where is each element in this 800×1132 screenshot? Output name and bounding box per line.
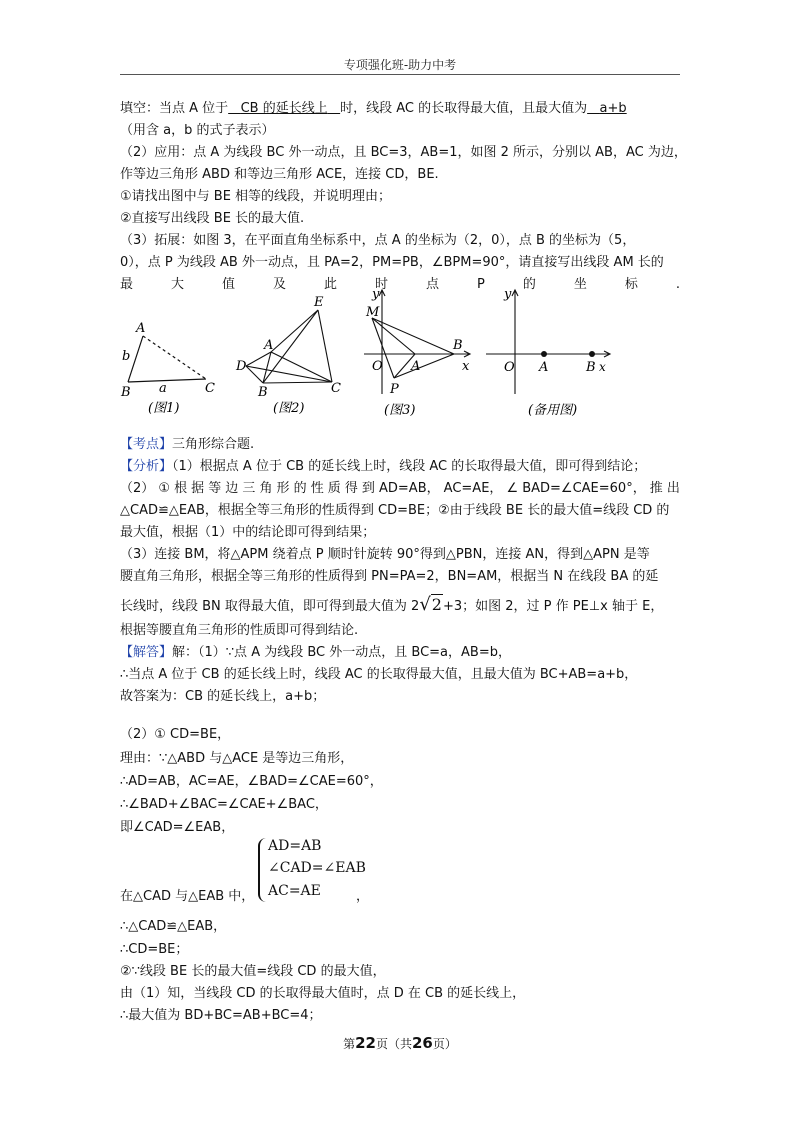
jieda-tag: 【解答】 <box>120 645 173 660</box>
part2-line-11: ∴最大值为 BD+BC=AB+BC=4； <box>120 1008 322 1023</box>
page-header-title: 专项强化班-助力中考 <box>343 58 457 72</box>
figure-1 <box>120 321 215 416</box>
q2-line-1: （2）应用：点 A 为线段 BC 外一动点，且 BC=3，AB=1，如图 2 所示，分别以 AB，AC 为边， <box>120 145 687 160</box>
total-page-number: 26 <box>412 1034 433 1052</box>
figure-2-labels <box>235 295 341 416</box>
fig4-point-A <box>541 351 547 357</box>
equation-system-brace <box>258 838 268 902</box>
fill-answer-2: a+b <box>599 101 627 116</box>
fig4-label-O: O <box>504 360 515 375</box>
part2-line-3: ∴AD=AB，AC=AE，∠BAD=∠CAE=60°， <box>120 774 383 789</box>
kaodian-tag: 【考点】 <box>120 437 173 452</box>
figure-2 <box>246 310 332 383</box>
figure-3-labels <box>365 287 470 418</box>
figures-panel <box>118 282 618 422</box>
fig1-label-C: C <box>205 381 215 396</box>
fig2-caption: (图2) <box>273 401 305 416</box>
fenxi-line-7: 长线时，线段 BN 取得最大值，即可得到最大值为 2√2+3；如图 2，过 P 作 PE⊥x 轴于 E， <box>120 594 664 615</box>
fig4-label-A: A <box>539 360 549 375</box>
fig2-label-D: D <box>236 359 247 374</box>
fig3-label-M: M <box>366 305 380 320</box>
part2-line-10: 由（1）知，当线段 CD 的长取得最大值时，点 D 在 CB 的延长线上， <box>120 986 526 1001</box>
fig1-label-A: A <box>136 321 146 336</box>
system-eq-2: ∠CAD=∠EAB <box>268 860 366 876</box>
fig4-label-B: B <box>586 360 596 375</box>
q3-line-2: 0），点 P 为线段 AB 外一动点，且 PA=2，PM=PB，∠BPM=90°，请直接写出线段 AM 长的 <box>120 255 664 270</box>
system-eq-1: AD=AB <box>268 838 322 854</box>
fill-note: （用含 a，b 的式子表示） <box>120 123 275 138</box>
part2-comma: ， <box>356 889 370 904</box>
part2-line-2: 理由：∵△ABD 与△ACE 是等边三角形， <box>120 751 354 766</box>
part2-line-9: ②∵线段 BE 长的最大值=线段 CD 的最大值， <box>120 964 386 979</box>
fig3-label-x: x <box>462 359 470 374</box>
fenxi-line-5: （3）连接 BM，将△APM 绕着点 P 顺时针旋转 90°得到△PBN，连接 AN，得到△APN 是等 <box>120 547 650 562</box>
q2-line-2: 作等边三角形 ABD 和等边三角形 ACE，连接 CD，BE. <box>120 167 439 182</box>
fig3-label-P: P <box>390 382 399 397</box>
fill-blank-line <box>120 100 627 118</box>
fig1-label-b: b <box>122 349 131 364</box>
fig4-label-y: y <box>504 287 512 302</box>
fill-prefix: 填空：当点 A 位于 <box>120 101 229 116</box>
fig2-label-B: B <box>258 385 268 400</box>
q2-sub-2: ②直接写出线段 BE 长的最大值. <box>120 211 305 226</box>
q3-line-3: 最 大 值 及 此 时 点 P 的 坐 标 . <box>120 277 680 292</box>
q2-sub-1: ①请找出图中与 BE 相等的线段，并说明理由； <box>120 189 392 204</box>
fig3-caption: (图3) <box>384 403 416 418</box>
sqrt-sign: √ <box>419 594 431 615</box>
part2-line-1: （2）① CD=BE， <box>120 727 231 742</box>
fig4-point-B <box>589 351 595 357</box>
jieda-line-1: 【解答】解：（1）∵点 A 为线段 BC 外一动点，且 BC=a，AB=b， <box>120 645 511 660</box>
fenxi-line-1: 【分析】（1）根据点 A 位于 CB 的延长线上时，线段 AC 的长取得最大值，即可得到结论； <box>120 459 647 474</box>
header-divider <box>120 74 680 75</box>
kaodian-line <box>120 436 254 454</box>
part2-line-6: 在△CAD 与△EAB 中， <box>120 889 255 904</box>
fig2-label-C: C <box>331 381 341 396</box>
page-footer: 第22页（共26页） <box>343 1034 457 1052</box>
jieda-line-2: ∴当点 A 位于 CB 的延长线上时，线段 AC 的长取得最大值，且最大值为 BC+AB=a+b， <box>120 667 638 682</box>
fig4-caption: (备用图) <box>528 403 578 418</box>
fig3-label-B: B <box>453 338 463 353</box>
fig3-label-y: y <box>372 287 380 302</box>
sqrt-argument: 2 <box>431 595 442 614</box>
fenxi-tag: 【分析】 <box>120 459 173 474</box>
fig1-label-B: B <box>121 385 131 400</box>
fig4-label-x: x <box>599 360 606 374</box>
fig1-caption: (图1) <box>148 401 180 416</box>
fig3-label-A: A <box>411 359 421 374</box>
fig2-label-A: A <box>264 338 274 353</box>
fenxi-line-4: 最大值，根据（1）中的结论即可得到结果； <box>120 525 376 540</box>
fenxi-line-2: （2） ① 根 据 等 边 三 角 形 的 性 质 得 到 AD=AB， AC=AE， ∠ BAD=∠CAE=60°， 推 出 <box>120 481 680 496</box>
part2-line-5: 即∠CAD=∠EAB， <box>120 820 235 835</box>
current-page-number: 22 <box>355 1034 376 1052</box>
fill-answer-1: CB 的延长线上 <box>240 101 328 116</box>
part2-line-8: ∴CD=BE； <box>120 942 189 957</box>
fenxi-line-6: 腰直角三角形，根据全等三角形的性质得到 PN=PA=2，BN=AM，根据当 N 在线段 BA 的延 <box>120 569 659 584</box>
figure-4 <box>486 290 610 394</box>
fig1-label-a: a <box>159 381 167 396</box>
fig2-label-E: E <box>314 295 324 310</box>
system-eq-3: AC=AE <box>268 883 321 899</box>
fenxi-line-8: 根据等腰直角三角形的性质即可得到结论. <box>120 623 359 638</box>
part2-line-7: ∴△CAD≌△EAB， <box>120 919 227 934</box>
jieda-line-3: 故答案为：CB 的延长线上，a+b； <box>120 689 326 704</box>
fenxi-line-3: △CAD≌△EAB，根据全等三角形的性质得到 CD=BE；②由于线段 BE 长的最大值=线段 CD 的 <box>120 503 670 518</box>
part2-line-4: ∴∠BAD+∠BAC=∠CAE+∠BAC， <box>120 797 328 812</box>
q3-line-1: （3）拓展：如图 3，在平面直角坐标系中，点 A 的坐标为（2，0），点 B 的坐标为（5， <box>120 233 636 248</box>
fig3-label-O: O <box>372 359 383 374</box>
fill-middle: 时，线段 AC 的长取得最大值，且最大值为 <box>340 101 588 116</box>
kaodian-text: 三角形综合题. <box>172 437 255 452</box>
